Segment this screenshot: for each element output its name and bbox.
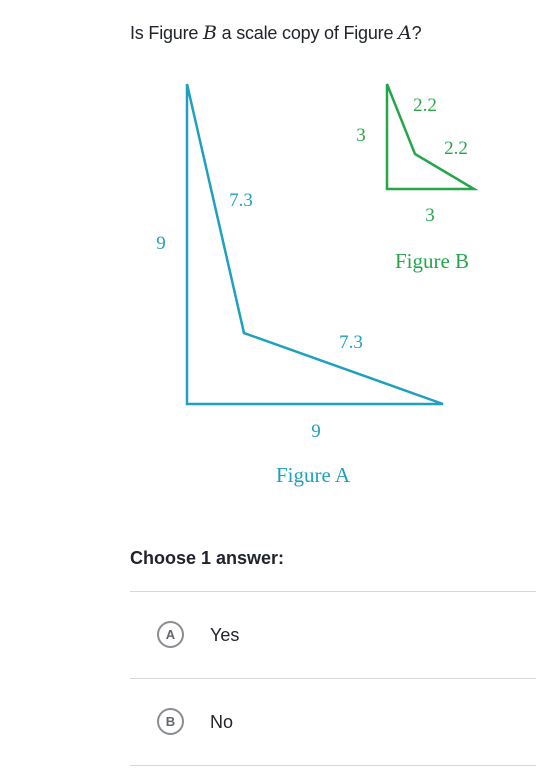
figure-b-label-bottom: 3 [425, 205, 435, 226]
figure-b-label-upper-slant: 2.2 [413, 95, 437, 116]
answer-option-a[interactable] [130, 593, 536, 677]
figure-a-shape [187, 84, 443, 404]
option-a-letter-circle: A [157, 621, 184, 648]
option-b-letter-circle: B [157, 708, 184, 735]
question-var-a: A [398, 22, 412, 44]
figure-a-label-left: 9 [156, 233, 166, 254]
question-prefix: Is Figure [130, 23, 204, 43]
figure-a-label-bottom: 9 [311, 421, 321, 442]
figure-a-label-upper-slant: 7.3 [229, 190, 253, 211]
figure-b-label-left: 3 [356, 125, 366, 146]
figure-a-label-lower-slant: 7.3 [339, 332, 363, 353]
divider [130, 765, 536, 766]
answer-option-b[interactable] [130, 680, 536, 764]
option-a-label: Yes [210, 625, 240, 645]
question-middle: a scale copy of Figure [216, 23, 399, 43]
figure-b-caption: Figure B [394, 249, 470, 273]
question-suffix: ? [411, 23, 422, 43]
figure-b-label-lower-slant: 2.2 [444, 138, 468, 159]
question-var-b: B [203, 22, 217, 44]
divider [130, 591, 536, 592]
choose-prompt: Choose 1 answer: [130, 548, 285, 568]
figure-a-caption: Figure A [275, 463, 351, 487]
option-b-label: No [210, 712, 234, 732]
divider [130, 678, 536, 679]
